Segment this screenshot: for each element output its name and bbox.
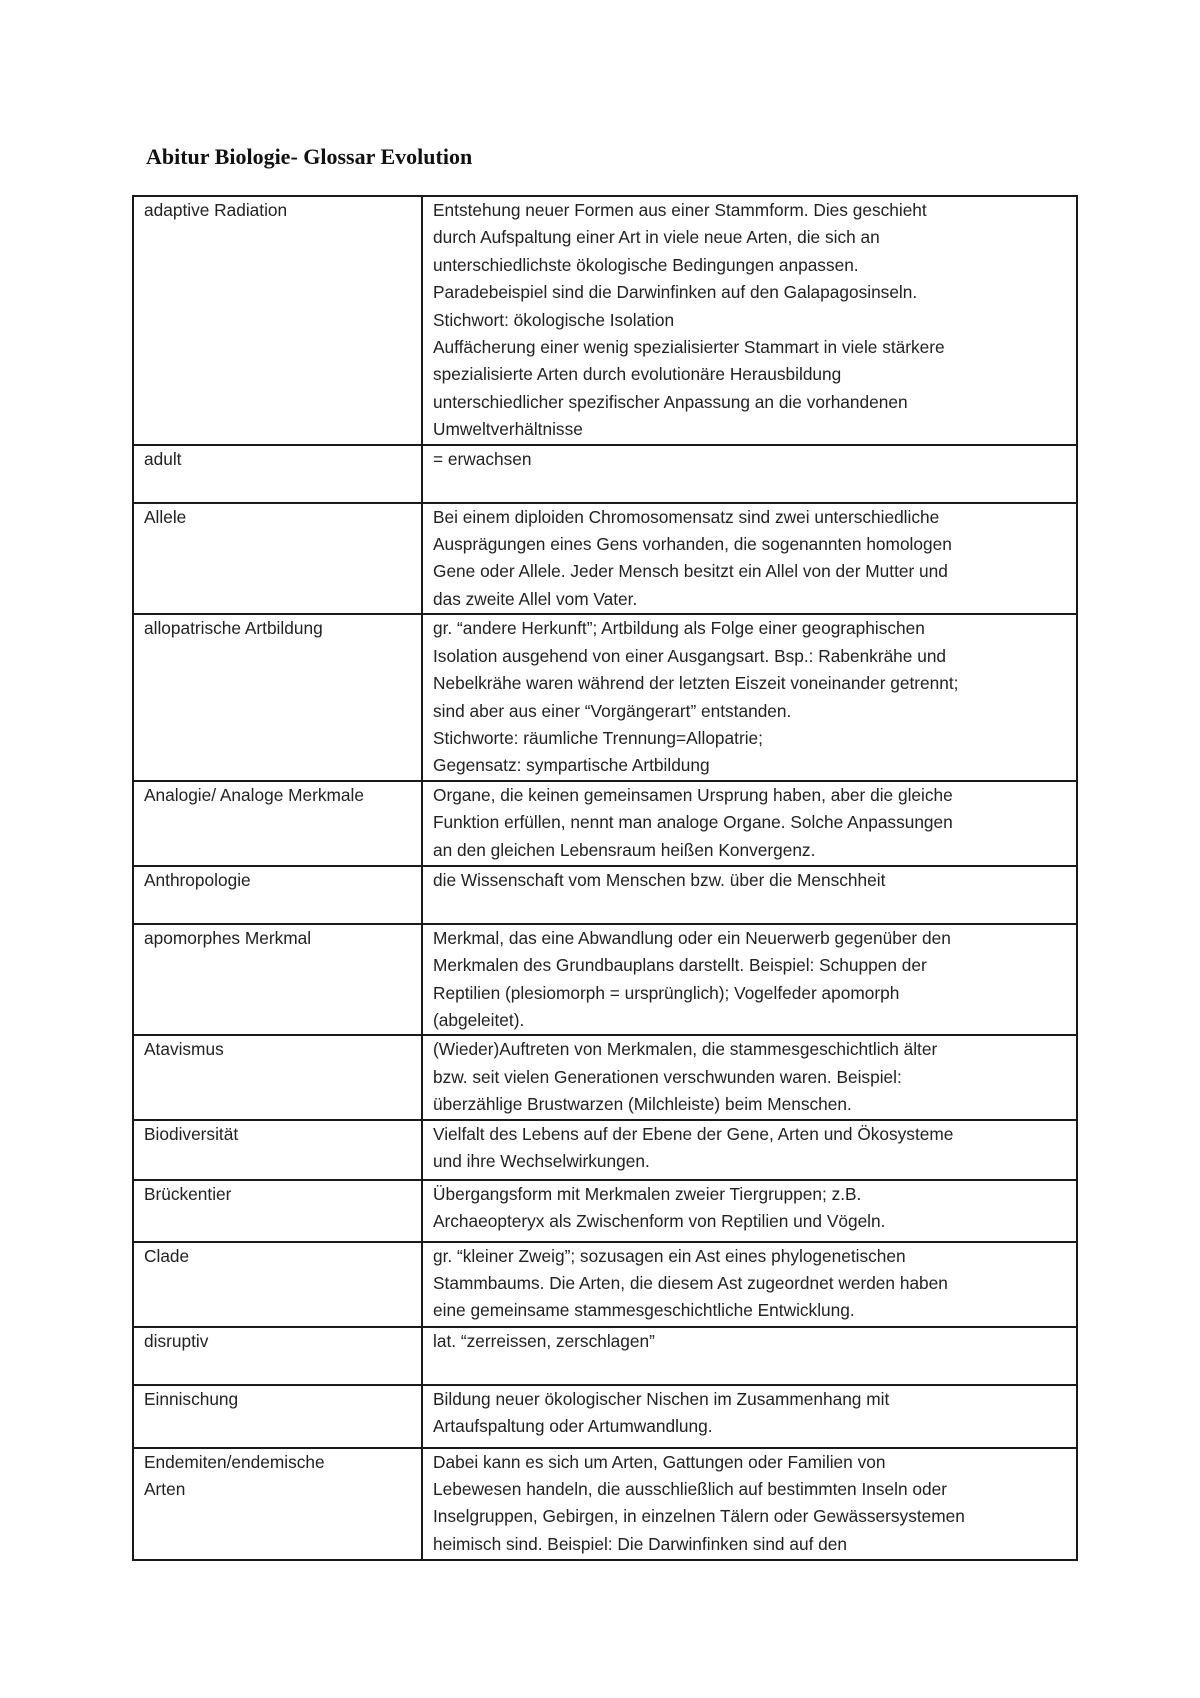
glossary-body [133,196,1077,1560]
definition-line: Reptilien (plesiomorph = ursprünglich); Vogelfeder apomorph [433,982,900,1003]
definition-cell [422,196,1077,445]
definition-cell [422,1242,1077,1327]
term-line: apomorphes Merkmal [144,927,312,948]
term-line: Endemiten/endemische [144,1451,325,1472]
definition-line: Gegensatz: sympartische Artbildung [433,755,710,776]
definition-line: gr. “kleiner Zweig”; sozusagen ein Ast eines phylogenetischen [433,1245,906,1266]
definition-line: Entstehung neuer Formen aus einer Stammform. Dies geschieht [433,200,927,220]
definition-line: Artaufspaltung oder Artumwandlung. [433,1415,713,1436]
definition-line: unterschiedlicher spezifischer Anpassung an die vorhandenen [433,391,908,412]
glossary-row [133,1385,1077,1448]
page-title: Abitur Biologie- Glossar Evolution [146,144,473,169]
definition-cell [422,1448,1077,1560]
definition-line: (abgeleitet). [433,1009,525,1030]
term-cell [133,1120,422,1180]
glossary-row [133,503,1077,615]
term-cell [133,781,422,866]
definition-line: spezialisierte Arten durch evolutionäre Herausbildung [433,364,842,385]
definition-cell [422,1180,1077,1242]
term-line: adult [144,448,182,469]
term-line: adaptive Radiation [144,200,288,220]
glossary-row [133,445,1077,503]
term-line: Biodiversität [144,1123,239,1144]
term-cell [133,503,422,615]
term-cell [133,445,422,503]
definition-line: (Wieder)Auftreten von Merkmalen, die stammesgeschichtlich älter [433,1039,938,1060]
definition-line: Stichworte: räumliche Trennung=Allopatrie; [433,727,763,748]
definition-cell [422,924,1077,1036]
definition-line: das zweite Allel vom Vater. [433,588,638,609]
definition-line: bzw. seit vielen Generationen verschwunden waren. Beispiel: [433,1066,902,1087]
definition-line: eine gemeinsame stammesgeschichtliche Entwicklung. [433,1300,855,1321]
definition-cell [422,503,1077,615]
definition-line: unterschiedlichste ökologische Bedingungen anpassen. [433,254,859,275]
definition-line: Inselgruppen, Gebirgen, in einzelnen Tälern oder Gewässersystemen [433,1506,965,1527]
term-line: Clade [144,1245,190,1266]
definition-line: heimisch sind. Beispiel: Die Darwinfinken sind auf den [433,1533,847,1554]
definition-cell [422,866,1077,924]
definition-line: Bei einem diploiden Chromosomensatz sind zwei unterschiedliche [433,506,940,527]
definition-line: Nebelkrähe waren während der letzten Eiszeit voneinander getrennt; [433,673,959,694]
term-line: Atavismus [144,1039,224,1060]
term-line: disruptiv [144,1330,209,1351]
glossary-row [133,614,1077,780]
definition-line: Stichwort: ökologische Isolation [433,309,675,330]
glossary-row [133,866,1077,924]
term-cell [133,1035,422,1119]
glossary-row [133,924,1077,1036]
definition-line: Paradebeispiel sind die Darwinfinken auf den Galapagosinseln. [433,282,918,303]
definition-cell [422,781,1077,866]
definition-line: Stammbaums. Die Arten, die diesem Ast zugeordnet werden haben [433,1272,948,1293]
definition-line: Übergangsform mit Merkmalen zweier Tiergruppen; z.B. [433,1183,862,1204]
term-cell [133,1385,422,1448]
definition-cell [422,1120,1077,1180]
definition-line: Ausprägungen eines Gens vorhanden, die sogenannten homologen [433,534,952,555]
term-cell [133,614,422,780]
glossary-row [133,1180,1077,1242]
glossary-row [133,781,1077,866]
definition-line: Bildung neuer ökologischer Nischen im Zusammenhang mit [433,1388,890,1409]
definition-line: überzählige Brustwarzen (Milchleiste) beim Menschen. [433,1094,852,1115]
term-cell [133,1242,422,1327]
definition-line: sind aber aus einer “Vorgängerart” entstanden. [433,700,792,721]
glossary-table [132,195,1078,1561]
definition-cell [422,614,1077,780]
glossary-row [133,1035,1077,1119]
definition-line: lat. “zerreissen, zerschlagen” [433,1330,655,1351]
glossary-row [133,1327,1077,1385]
definition-line: Merkmalen des Grundbauplans darstellt. Beispiel: Schuppen der [433,955,927,976]
term-cell [133,196,422,445]
definition-line: Auffächerung einer wenig spezialisierter Stammart in viele stärkere [433,337,945,358]
definition-line: Funktion erfüllen, nennt man analoge Organe. Solche Anpassungen [433,812,953,833]
definition-line: Lebewesen handeln, die ausschließlich auf bestimmten Inseln oder [433,1478,947,1499]
term-cell [133,1180,422,1242]
term-line: allopatrische Artbildung [144,618,323,639]
definition-line: Archaeopteryx als Zwischenform von Reptilien und Vögeln. [433,1210,886,1231]
definition-line: Gene oder Allele. Jeder Mensch besitzt ein Allel von der Mutter und [433,561,948,582]
definition-line: Vielfalt des Lebens auf der Ebene der Gene, Arten und Ökosysteme [433,1123,954,1144]
definition-line: durch Aufspaltung einer Art in viele neue Arten, die sich an [433,227,880,248]
definition-line: Isolation ausgehend von einer Ausgangsart. Bsp.: Rabenkrähe und [433,645,947,666]
term-cell [133,1327,422,1385]
term-cell [133,924,422,1036]
term-line: Einnischung [144,1388,239,1409]
definition-line: Dabei kann es sich um Arten, Gattungen oder Familien von [433,1451,886,1472]
definition-cell [422,445,1077,503]
term-cell [133,866,422,924]
definition-cell [422,1035,1077,1119]
definition-line: = erwachsen [433,448,532,469]
definition-line: Merkmal, das eine Abwandlung oder ein Neuerwerb gegenüber den [433,927,951,948]
term-line: Allele [144,506,187,527]
term-line: Analogie/ Analoge Merkmale [144,784,364,805]
glossary-row [133,1120,1077,1180]
definition-line: Umweltverhältnisse [433,419,583,440]
definition-cell [422,1385,1077,1448]
term-line: Arten [144,1478,186,1499]
glossary-row [133,1448,1077,1560]
definition-line: an den gleichen Lebensraum heißen Konvergenz. [433,839,816,860]
definition-line: und ihre Wechselwirkungen. [433,1150,650,1171]
term-line: Anthropologie [144,869,251,890]
definition-line: Organe, die keinen gemeinsamen Ursprung haben, aber die gleiche [433,784,953,805]
term-line: Brückentier [144,1183,232,1204]
definition-line: die Wissenschaft vom Menschen bzw. über die Menschheit [433,869,886,890]
definition-line: gr. “andere Herkunft”; Artbildung als Folge einer geographischen [433,618,925,639]
term-cell [133,1448,422,1560]
definition-cell [422,1327,1077,1385]
glossary-row [133,196,1077,445]
glossary-row [133,1242,1077,1327]
